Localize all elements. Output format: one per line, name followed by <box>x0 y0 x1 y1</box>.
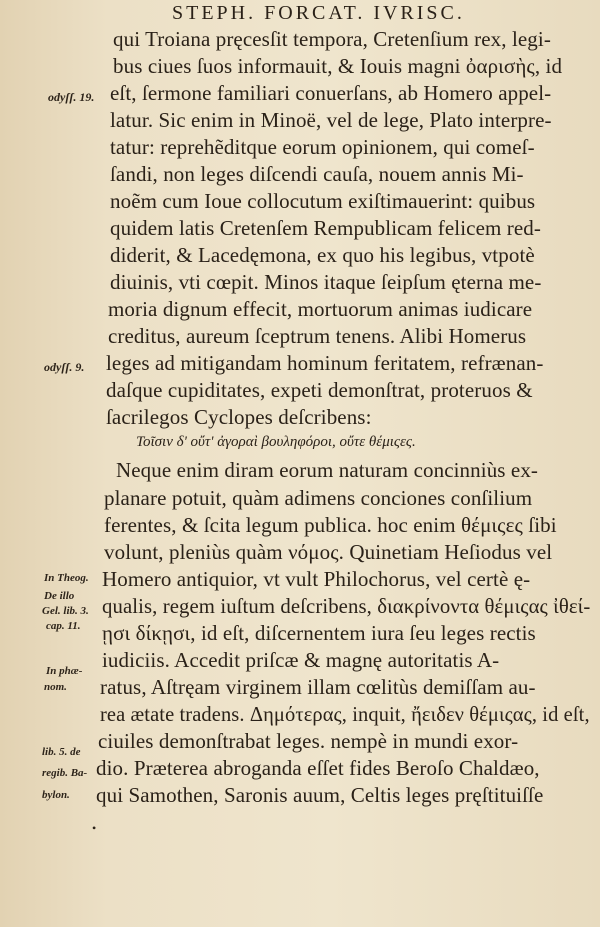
text-line: dio. Præterea abroganda eſſet fides Beroſo Chaldæo, <box>96 756 540 780</box>
margin-note-theog: In Theog. <box>44 572 89 584</box>
text-line: planare potuit, quàm adimens conciones conſilium <box>104 486 533 510</box>
margin-note-regib: regib. Ba- <box>42 767 88 779</box>
text-line: diuinis, vti cœpit. Minos itaque ſeipſum ęterna me- <box>110 270 542 294</box>
text-line: diderit, & Lacedęmona, ex quo his legibus, vtpotè <box>110 243 535 267</box>
text-line: ratus, Aſtręam virginem illam cœlitùs demiſſam au- <box>100 675 536 699</box>
text-line: daſque cupiditates, expeti demonſtrat, proteruos & <box>106 378 533 402</box>
text-line: leges ad mitigandam hominum feritatem, refrænan- <box>106 351 544 375</box>
text-line: Neque enim diram eorum naturam concinniùs ex- <box>116 458 539 482</box>
text-line: qui Troiana pręcesſit tempora, Cretenſium rex, legi- <box>113 27 551 51</box>
text-line: qui Samothen, Saronis auum, Celtis leges pręſtituiſſe <box>96 783 544 807</box>
text-line: tatur: reprehẽditque eorum opinionem, qui comeſ- <box>110 135 535 159</box>
text-line: noẽm cum Ioue collocutum exiſtimauerint: quibus <box>110 189 536 213</box>
margin-note-de-illo: De illo <box>44 590 75 602</box>
text-line: moria dignum effecit, mortuorum animas iudicare <box>108 297 533 321</box>
text-line: creditus, aureum ſceptrum tenens. Alibi Homerus <box>108 324 527 348</box>
text-line: ſandi, non leges diſcendi cauſa, nouem annis Mi- <box>110 162 524 186</box>
text-line: ῃσι δίκῃσι, id eſt, diſcernentem iura ſeu leges rectis <box>102 621 536 645</box>
text-line: bus ciues ſuos informauit, & Iouis magni ὀαρισὴς, id <box>113 54 563 78</box>
margin-note-odyss19: odyſſ. 19. <box>48 90 95 104</box>
margin-note-nom: nom. <box>44 681 67 693</box>
margin-note-odyss9: odyſſ. 9. <box>44 360 85 374</box>
text-line: ſacrilegos Cyclopes deſcribens: <box>106 405 372 429</box>
margin-note-lib5: lib. 5. de <box>42 746 81 758</box>
text-line: latur. Sic enim in Minoë, vel de lege, Plato interpre- <box>110 108 552 132</box>
text-line: qualis, regem iuſtum deſcribens, διακρίνοντα θέμιςας ἰθεί- <box>102 594 591 618</box>
text-line: Homero antiquior, vt vult Philochorus, vel certè ę- <box>102 567 531 591</box>
margin-note-phaenom: In phæ- <box>46 665 83 677</box>
text-line: volunt, pleniùs quàm νόμος. Quinetiam Heſiodus vel <box>104 540 553 564</box>
margin-note-gell: Gel. lib. 3. <box>42 605 89 617</box>
catchword-mark: • <box>92 821 97 835</box>
text-line: rea ætate tradens. Δημότερας, inquit, ἤειδεν θέμιςας, id eſt, <box>100 702 590 726</box>
text-line: eſt, ſermone familiari conuerſans, ab Homero appel- <box>110 81 552 105</box>
text-line: ferentes, & ſcita legum publica. hoc enim θέμιςες ſibi <box>104 513 557 537</box>
greek-verse: Τοῖσιν δ' οὔτ' ἀγοραὶ βουληφόροι, οὔτε θέμιςες. <box>136 434 416 450</box>
text-line: ciuiles demonſtrabat leges. nempè in mundi exor- <box>98 729 519 753</box>
text-line: iudiciis. Accedit priſcæ & magnę autoritatis A- <box>102 648 500 672</box>
margin-note-babylon: bylon. <box>42 789 70 801</box>
margin-note-cap: cap. 11. <box>46 620 81 632</box>
text-line: quidem latis Cretenſem Rempublicam felicem red- <box>110 216 541 240</box>
running-head: STEPH. FORCAT. IVRISC. <box>172 2 465 24</box>
